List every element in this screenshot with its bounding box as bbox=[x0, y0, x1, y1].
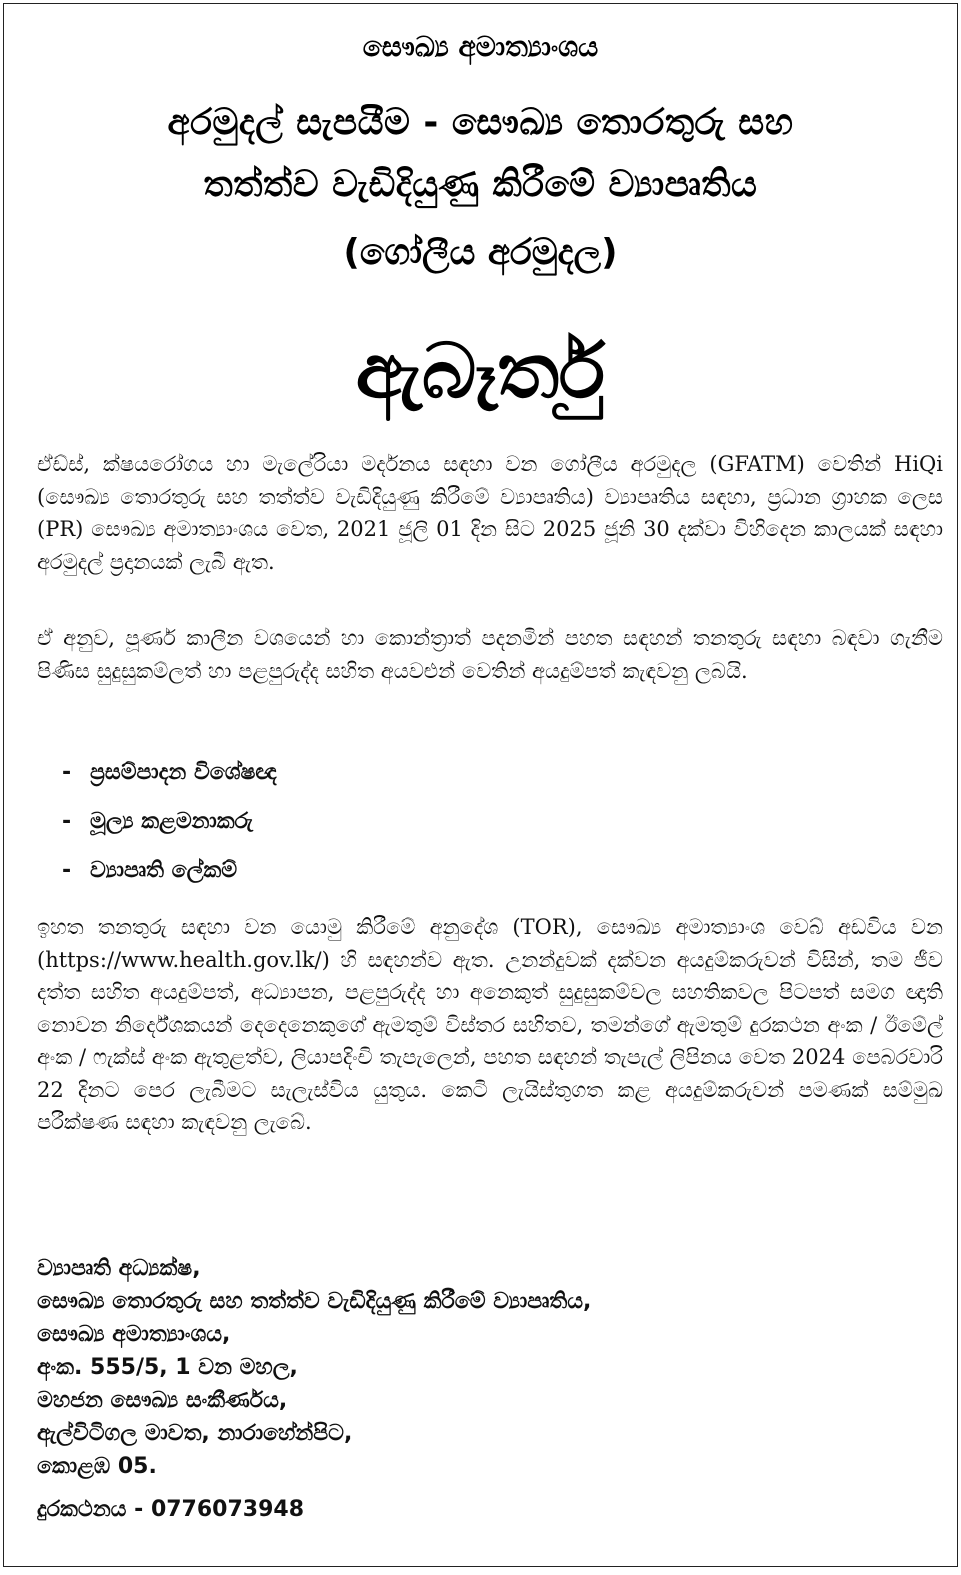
ministry-heading: සෞඛ්‍ය අමාත්‍යාංශය bbox=[362, 30, 599, 63]
position-item bbox=[62, 804, 277, 853]
bullet-dash: - bbox=[62, 858, 72, 883]
bullet-dash: - bbox=[62, 760, 72, 785]
advertisement-page bbox=[3, 3, 958, 1567]
address-line: ව්‍යාපෘති අධ්‍යක්ෂ, bbox=[37, 1256, 201, 1281]
position-item bbox=[62, 755, 277, 804]
advertisement-title: ඇබෑර්තු bbox=[355, 326, 606, 415]
paragraph-application-instructions: ඉහත තනතුරු සඳහා වන යොමු කිරීමේ අනුදේශ (TOR), සෞඛ්‍ය අමාත්‍යාංශ වෙබ් අඩවිය වන (https://www.health.gov.lk/) හි සඳහන්ව ඇත. උනන්දුවක් දක්වන අයදුම්කරුවන් විසින්, තම ජීව දත්ත සහිත අයදුම්පත්, අධ්‍යාපන, පළපුරුද්ද හා අනෙකුත් සුදුසුකම්වල සහතිකවල පිටපත් සමග ඥාති නොවන නිර්දේශකයන් දෙදෙනෙකුගේ ඇමතුම් විස්තර සහිතව, තමන්ගේ ඇමතුම් දුරකථන අංක / ඊමේල් අංක / ෆැක්ස් අංක ඇතුළත්ව, ලියාපදිංචි තැපැලෙන්, පහත සඳහන් තැපැල් ලිපිනය වෙත 2024 පෙබරවාරි 22 දිනට පෙර ලැබීමට සැලැස්විය යුතුය. කෙටි ලැයිස්තුගත කළ අයදුම්කරුවන් පමණක් සම්මුඛ පරීක්ෂණ සඳහා කැඳවනු ලැබේ. bbox=[37, 915, 943, 1134]
title-line-2: තත්ත්ව වැඩිදියුණු කිරීමේ ව්‍යාපෘතිය bbox=[203, 164, 758, 205]
contact-phone: දුරකථනය - 0776073948 bbox=[37, 1497, 305, 1522]
position-label: ව්‍යාපෘති ලේකම් bbox=[90, 858, 238, 883]
address-line: අංක. 555/5, 1 වන මහල, bbox=[37, 1355, 298, 1380]
address-line: මහජන සෞඛ්‍ය සංකීර්ණය, bbox=[37, 1388, 288, 1413]
positions-list bbox=[62, 755, 277, 902]
postal-address bbox=[37, 1254, 591, 1528]
position-label: ප්‍රසම්පාදන විශේෂඥ bbox=[90, 760, 277, 785]
address-line: සෞඛ්‍ය තොරතුරු සහ තත්ත්ව වැඩිදියුණු කිරීමේ ව්‍යාපෘතිය, bbox=[37, 1289, 592, 1314]
address-line: ඇල්විටිගල මාවත, නාරාහේන්පිට, bbox=[37, 1421, 353, 1446]
address-line: සෞඛ්‍ය අමාත්‍යාංශය, bbox=[37, 1322, 231, 1347]
paragraph-recruitment: ඒ අනුව, පූර්ණ කාලීන වශයෙන් හා කොන්ත්‍රාත් පදනමින් පහත සඳහන් තනතුරු සඳහා බඳවා ගැනීම පිණිස සුදුසුකම්ලත් හා පළපුරුද්ද සහිත අයවළුන් වෙතින් අයදුම්පත් කැඳවනු ලබයි. bbox=[37, 626, 943, 683]
title-line-1: අරමුදල් සැපයීම - සෞඛ්‍ය තොරතුරු සහ bbox=[167, 102, 794, 143]
position-item bbox=[62, 853, 277, 902]
address-line: කොළඹ 05. bbox=[37, 1454, 157, 1479]
bullet-dash: - bbox=[62, 809, 72, 834]
title-line-3: (ගෝලීය අරමුදල) bbox=[343, 232, 618, 273]
position-label: මූල්‍ය කළමනාකරු bbox=[90, 809, 254, 834]
paragraph-grant-info: ඒඩ්ස්, ක්ෂයරෝගය හා මැලේරියා මර්දනය සඳහා වන ගෝලීය අරමුදල (GFATM) වෙතින් HiQi (සෞඛ්‍ය තොරතුරු සහ තත්ත්ව වැඩිදියුණු කිරීමේ ව්‍යාපෘතිය) ව්‍යාපෘතිය සඳහා, ප්‍රධාන ග්‍රාහක ලෙස (PR) සෞඛ්‍ය අමාත්‍යාංශය වෙත, 2021 ජූලි 01 දින සිට 2025 ජූනි 30 දක්වා විහිදෙන කාලයක් සඳහා අරමුදල් ප්‍රදානයක් ලැබී ඇත. bbox=[37, 452, 943, 574]
